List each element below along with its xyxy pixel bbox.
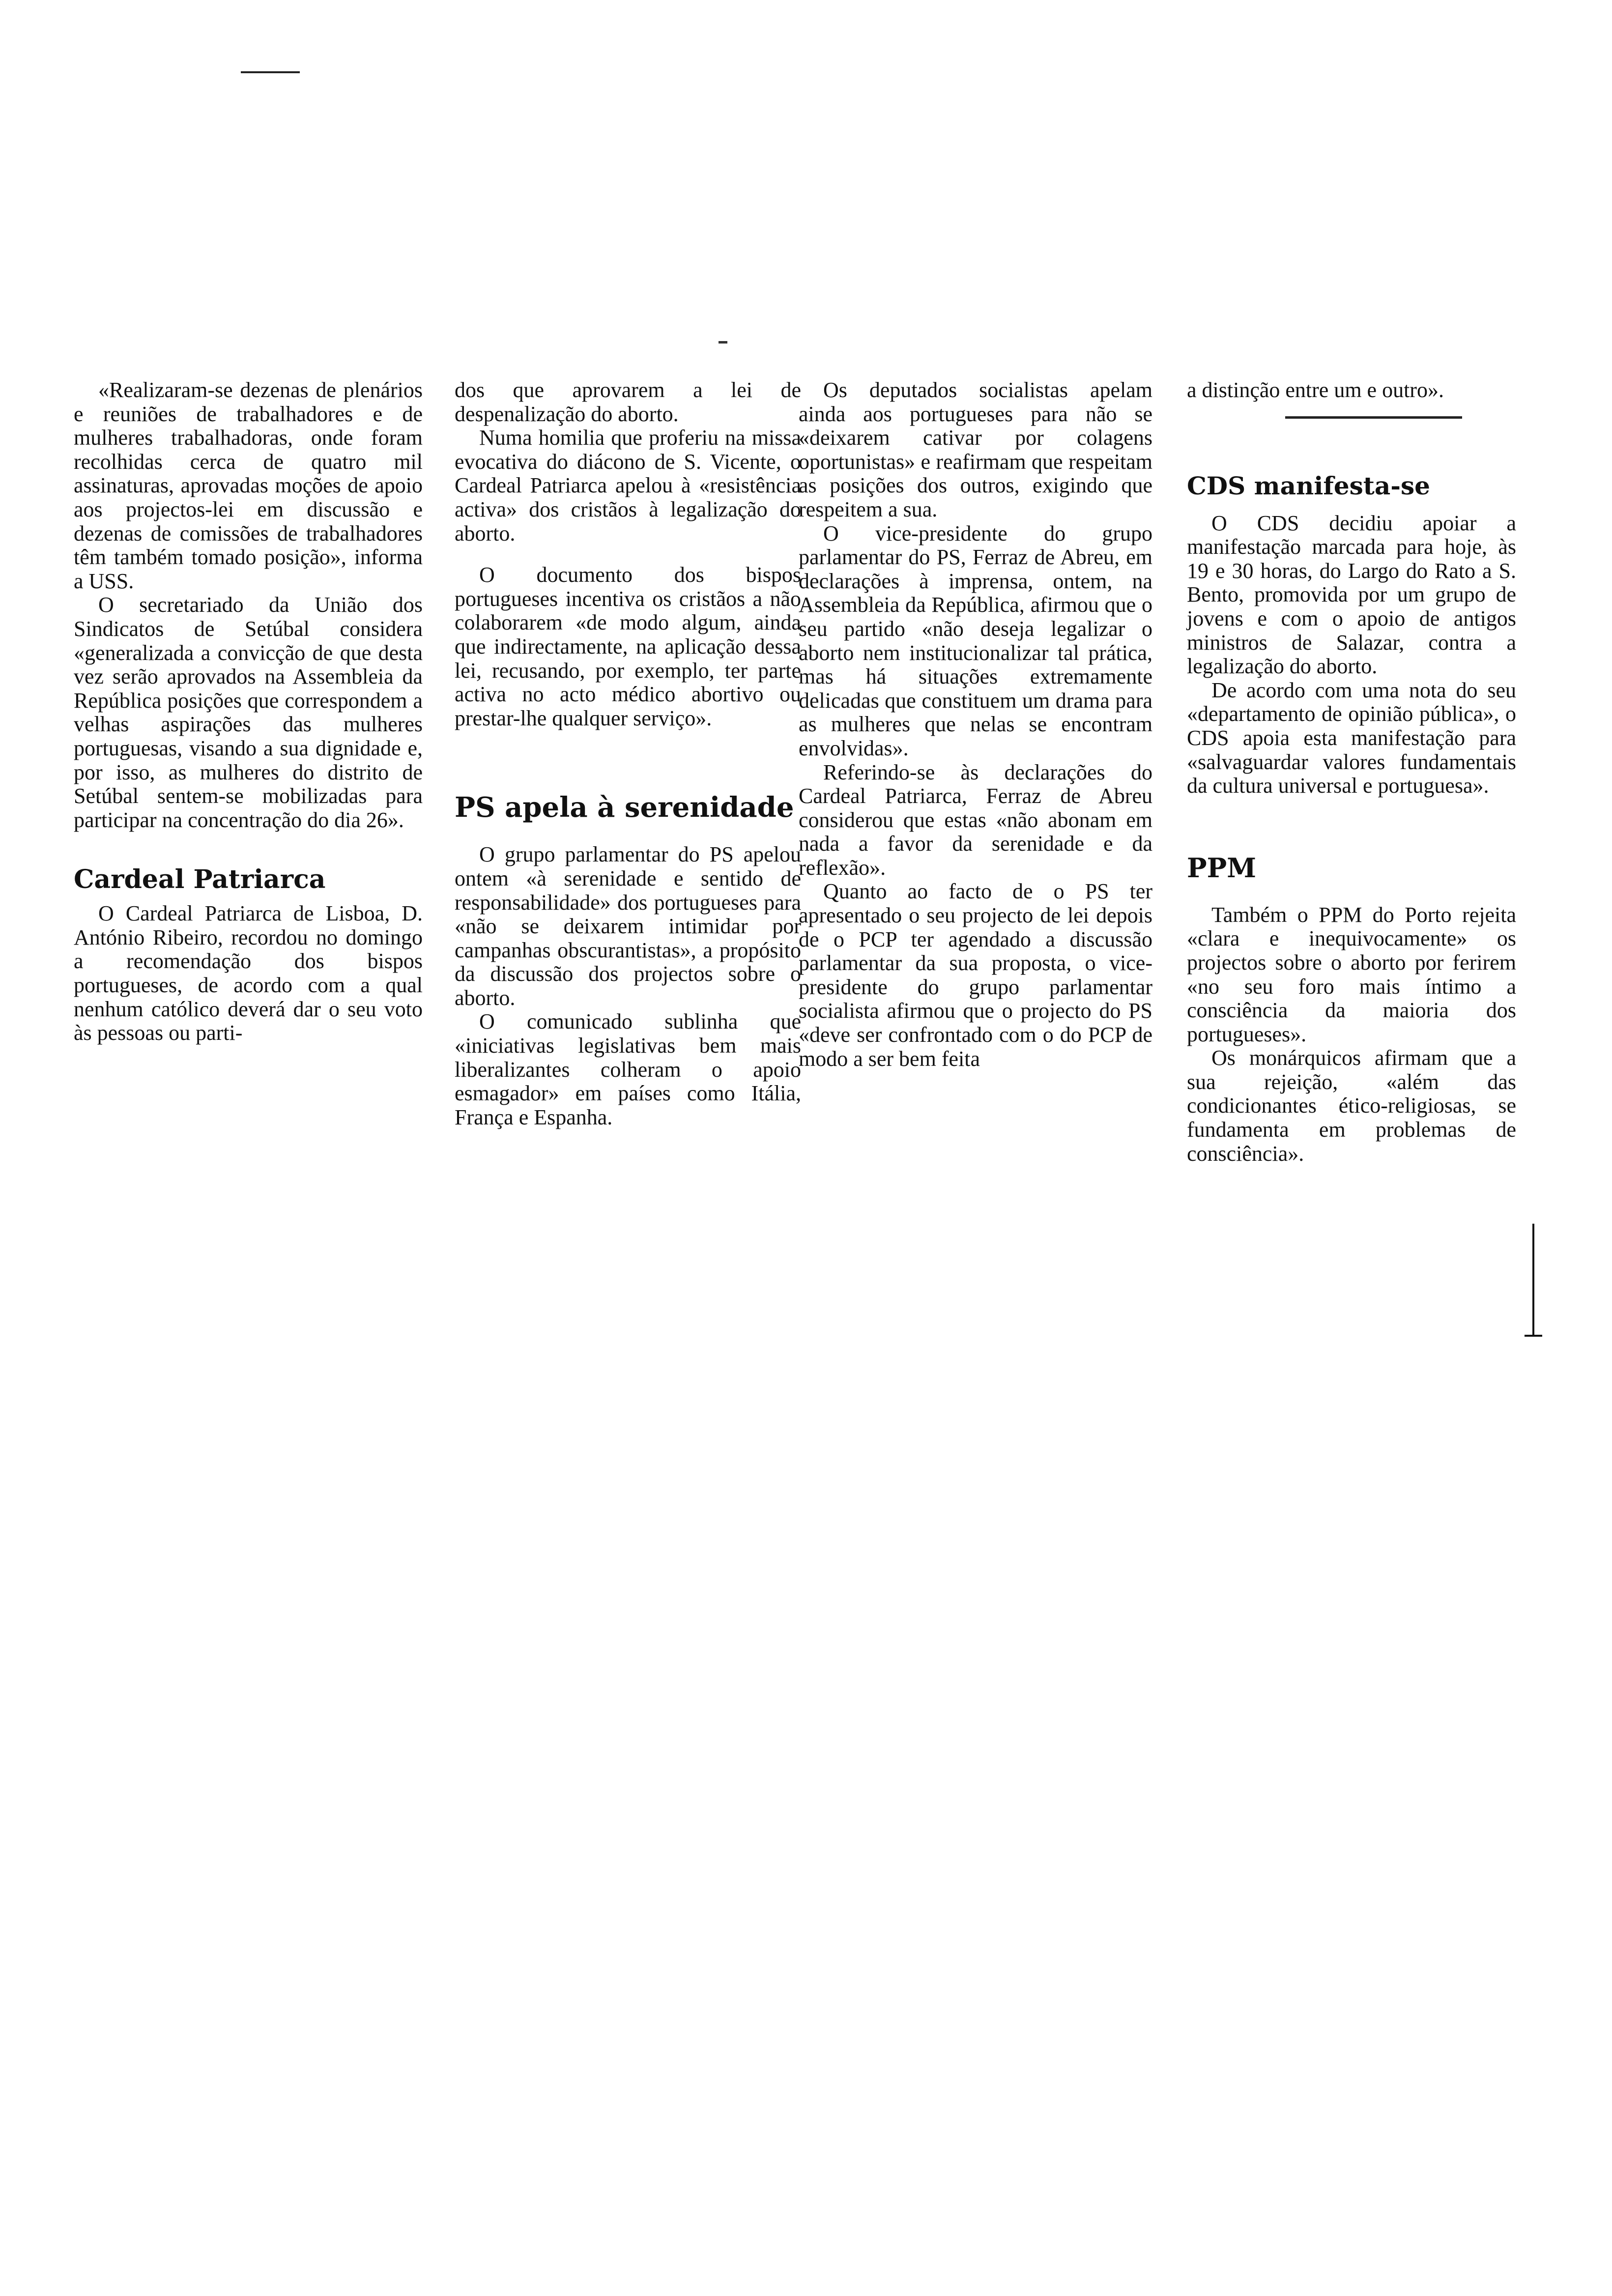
margin-mark — [1532, 1224, 1534, 1337]
article-column-1 — [74, 378, 423, 1045]
article-column-4 — [1187, 378, 1516, 1166]
article-column-2 — [455, 378, 801, 1129]
article-column-3 — [799, 378, 1152, 1071]
paragraph: Referindo-se às declarações do Cardeal Patriarca, Ferraz de Abreu considerou que estas «não abonam em nada a favor da serenidade e da reflexão». — [799, 760, 1152, 880]
paragraph: O Cardeal Patriarca de Lisboa, D. António Ribeiro, recordou no domingo a recomendação dos bispos portugueses, de acordo com a qual nenhum católico deverá dar o seu voto às pessoas ou parti- — [74, 901, 423, 1045]
subheading-cds: CDS manifesta-se — [1187, 471, 1430, 500]
subheading-ps-apela: PS apela à serenidade — [455, 791, 794, 824]
subheading-ppm: PPM — [1187, 852, 1256, 884]
subheading-cardeal-patriarca: Cardeal Patriarca — [74, 864, 326, 895]
section-divider — [1285, 416, 1462, 419]
paragraph: Também o PPM do Porto rejeita «clara e inequivocamente» os projectos sobre o aborto por ferirem «no seu foro mais íntimo a consciência da maioria dos portugueses». — [1187, 902, 1516, 1046]
top-rule — [241, 71, 300, 73]
paragraph: O comunicado sublinha que «iniciativas legislativas bem mais liberalizantes colheram o apoio esmagador» em países como Itália, França e Espanha. — [455, 1009, 801, 1129]
paragraph: O CDS decidiu apoiar a manifestação marcada para hoje, às 19 e 30 horas, do Largo do Rato a S. Bento, promovida por um grupo de jovens e com o apoio de antigos ministros de Salazar, contra a legalização do aborto. — [1187, 511, 1516, 679]
paragraph: Quanto ao facto de o PS ter apresentado o seu projecto de lei depois de o PCP ter agendado a discussão parlamentar da sua proposta, o vice-presidente do grupo parlamentar socialista afirmou que o projecto do PS «deve ser confrontado com o do PCP de modo a ser bem feita — [799, 879, 1152, 1071]
paragraph: a distinção entre um e outro». — [1187, 378, 1444, 402]
paragraph: Os deputados socialistas apelam ainda aos portugueses para não se «deixarem cativar por colagens oportunistas» e reafirmam que respeitam as posições dos outros, exigindo que respeitem a sua. — [799, 378, 1152, 521]
paragraph: O secretariado da União dos Sindicatos de Setúbal considera «generalizada a convicção de que desta vez serão aprovados na Assembleia da República posições que correspondem a velhas aspirações das mulheres portuguesas, visando a sua dignidade e, por isso, as mulheres do distrito de Setúbal sentem-se mobilizadas para participar na concentração do dia 26». — [74, 593, 423, 832]
paragraph: De acordo com uma nota do seu «departamento de opinião pública», o CDS apoia esta manifestação para «salvaguardar valores fundamentais da cultura universal e portuguesa». — [1187, 678, 1516, 798]
paragraph: Numa homilia que proferiu na missa evocativa do diácono de S. Vicente, o Cardeal Patriarca apelou à «resistência activa» dos cristãos à legalização do aborto. — [455, 426, 801, 545]
paragraph: «Realizaram-se dezenas de plenários e reuniões de trabalhadores e de mulheres trabalhadoras, onde foram recolhidas cerca de quatro mil assinaturas, aprovadas moções de apoio aos projectos-lei em discussão e dezenas de comissões de trabalhadores têm também tomado posição», informa a USS. — [74, 378, 423, 593]
paragraph: dos que aprovarem a lei de despenalização do aborto. — [455, 378, 801, 426]
paragraph: O documento dos bispos portugueses incentiva os cristãos a não colaborarem «de modo algum, ainda que indirectamente, na aplicação dessa lei, recusando, por exemplo, ter parte activa no acto médico abortivo ou prestar-lhe qualquer serviço». — [455, 563, 801, 730]
paragraph: Os monárquicos afirmam que a sua rejeição, «além das condicionantes ético-religiosas, se fundamenta em problemas de consciência». — [1187, 1046, 1516, 1166]
paragraph: O grupo parlamentar do PS apelou ontem «à serenidade e sentido de responsabilidade» dos portugueses para «não se deixarem intimidar por campanhas obscurantistas», a propósito da discussão dos projectos sobre o aborto. — [455, 842, 801, 1010]
paragraph: O vice-presidente do grupo parlamentar do PS, Ferraz de Abreu, em declarações à imprensa, ontem, na Assembleia da República, afirmou que o seu partido «não deseja legalizar o aborto nem institucionalizar tal prática, mas há situações extremamente delicadas que constituem um drama para as mulheres que nelas se encontram envolvidas». — [799, 521, 1152, 760]
column-dash — [719, 341, 727, 344]
